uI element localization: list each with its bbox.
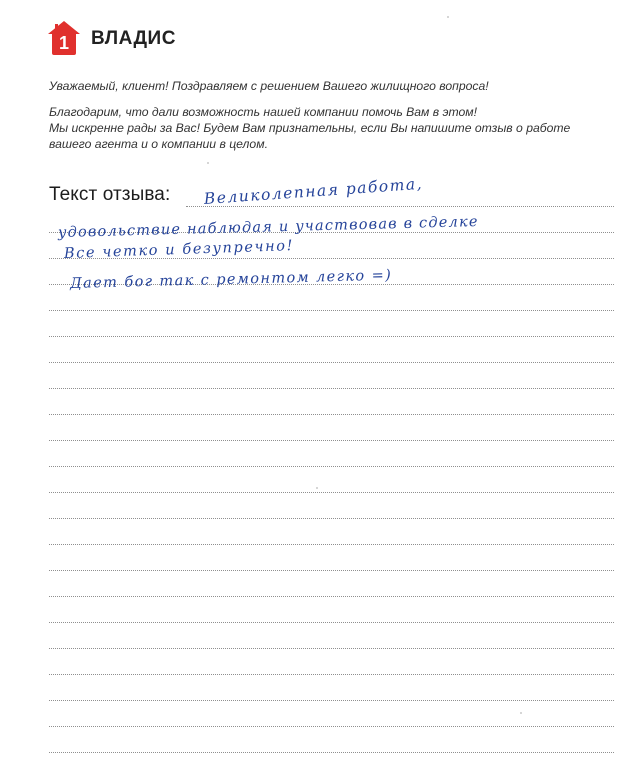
ruled-line — [49, 440, 614, 441]
greeting-text: Уважаемый, клиент! Поздравляем с решением Вашего жилищного вопроса! — [49, 79, 489, 93]
ruled-line — [49, 700, 614, 701]
ruled-line — [49, 518, 614, 519]
ruled-line — [186, 206, 614, 207]
scan-speck — [447, 16, 449, 18]
intro-line: вашего агента и о компании в целом. — [49, 137, 268, 151]
ruled-line — [49, 544, 614, 545]
ruled-line — [49, 310, 614, 311]
ruled-line — [49, 648, 614, 649]
ruled-line — [49, 674, 614, 675]
handwritten-line: Великолепная работа, — [203, 174, 424, 208]
ruled-line — [49, 388, 614, 389]
ruled-line — [49, 622, 614, 623]
brand-name: ВЛАДИС — [91, 27, 176, 49]
intro-line: Мы искренне рады за Вас! Будем Вам признательны, если Вы напишите отзыв о работе — [49, 121, 571, 135]
intro-line: Благодарим, что дали возможность нашей компании помочь Вам в этом! — [49, 105, 478, 119]
handwritten-line: Все четко и безупречно! — [63, 237, 295, 262]
scan-speck — [520, 712, 522, 714]
ruled-line — [49, 596, 614, 597]
handwritten-line: Дает бог так с ремонтом легко =) — [69, 267, 393, 292]
scan-speck — [316, 487, 318, 489]
logo-digit: 1 — [58, 33, 70, 53]
ruled-line — [49, 414, 614, 415]
review-title: Текст отзыва: — [49, 184, 171, 205]
ruled-line — [49, 570, 614, 571]
scan-speck — [207, 162, 209, 164]
ruled-line — [49, 466, 614, 467]
ruled-line — [49, 492, 614, 493]
ruled-line — [49, 336, 614, 337]
ruled-line — [49, 726, 614, 727]
handwritten-line: удовольствие наблюдая и участвовав в сделке — [57, 213, 479, 241]
ruled-line — [49, 752, 614, 753]
ruled-line — [49, 362, 614, 363]
